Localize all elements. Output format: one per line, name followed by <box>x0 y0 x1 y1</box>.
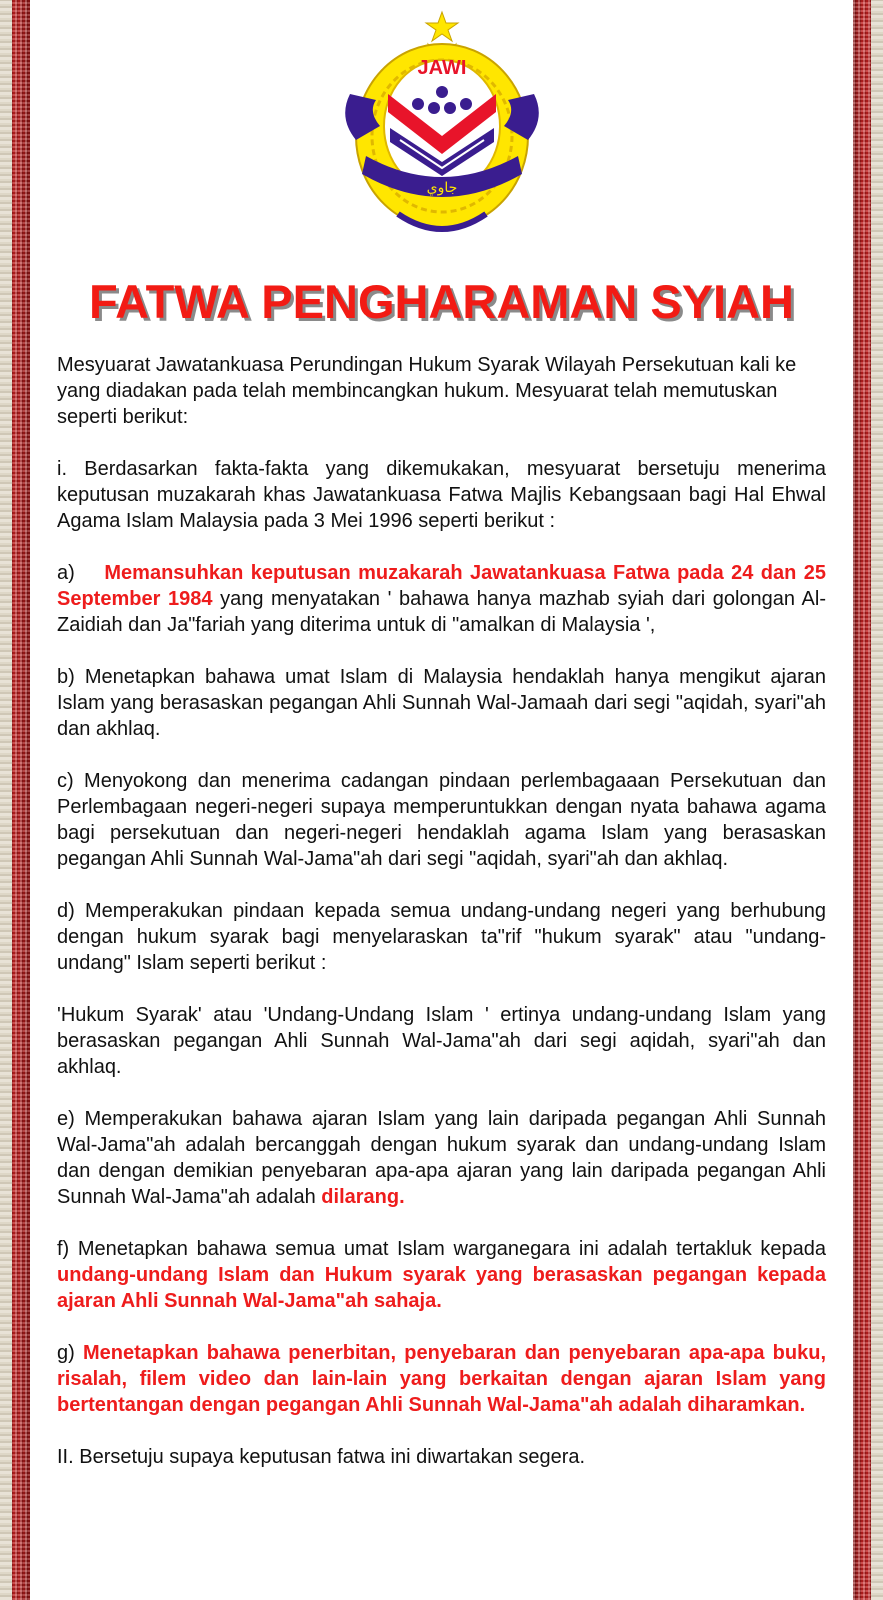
right-decorative-border <box>853 0 883 1600</box>
document-page <box>30 0 853 1600</box>
jawi-logo <box>336 8 548 248</box>
logo-arabic-text: جاوي <box>426 180 458 196</box>
paragraph-a <box>57 560 826 638</box>
star-icon <box>426 12 458 41</box>
paragraph-f <box>57 1236 826 1314</box>
paragraph-g <box>57 1340 826 1418</box>
left-decorative-border <box>0 0 30 1600</box>
paragraph-d: d) Memperakukan pindaan kepada semua undang-undang negeri yang berhubung dengan hukum syarak bagi menyelaraskan ta"rif "hukum syarak" atau "undang-undang" Islam seperti berikut : <box>57 900 826 974</box>
paragraph-f-highlight: undang-undang Islam dan Hukum syarak yang berasaskan pegangan kepada ajaran Ahli Sunnah Wal-Jama"ah sahaja. <box>57 1264 826 1312</box>
paragraph-a-label: a) <box>57 562 75 584</box>
page-title: FATWA PENGHARAMAN SYIAH <box>89 275 794 328</box>
paragraph-a-text: yang menyatakan ' bahawa hanya mazhab syiah dari golongan Al-Zaidiah dan Ja"fariah yang diterima untuk di "amalkan di Malaysia ', <box>57 588 826 636</box>
paragraph-b: b) Menetapkan bahawa umat Islam di Malaysia hendaklah hanya mengikut ajaran Islam yang berasaskan pegangan Ahli Sunnah Wal-Jamaah dari segi "aqidah, syari"ah dan akhlaq. <box>57 666 826 740</box>
paragraph-f-text: f) Menetapkan bahawa semua umat Islam warganegara ini adalah tertakluk kepada <box>57 1238 826 1260</box>
paragraph-i: i. Berdasarkan fakta-fakta yang dikemukakan, mesyuarat bersetuju menerima keputusan muzakarah khas Jawatankuasa Fatwa Majlis Kebangsaan bagi Hal Ehwal Agama Islam Malaysia pada 3 Mei 1996 seperti berikut : <box>57 458 826 532</box>
paragraph-g-label: g) <box>57 1342 83 1364</box>
paragraph-c: c) Menyokong dan menerima cadangan pindaan perlembagaaan Persekutuan dan Perlembagaan negeri-negeri supaya memperuntukkan dengan nyata bahawa agama bagi persekutuan dan negeri-negeri hendaklah agama Islam yang berasaskan pegangan Ahli Sunnah Wal-Jama"ah dari segi "aqidah, syari"ah dan akhlaq. <box>57 770 826 870</box>
paragraph-e-text: e) Memperakukan bahawa ajaran Islam yang lain daripada pegangan Ahli Sunnah Wal-Jama"ah adalah bercanggah dengan hukum syarak dan undang-undang Islam dan dengan demikian penyebaran apa-apa ajaran yang lain daripada pegangan Ahli Sunnah Wal-Jama"ah adalah <box>57 1108 826 1208</box>
logo-acronym: JAWI <box>417 57 467 79</box>
paragraph-e <box>57 1106 826 1210</box>
definition-paragraph: 'Hukum Syarak' atau 'Undang-Undang Islam ' ertinya undang-undang Islam yang berasaskan pegangan Ahli Sunnah Wal-Jama"ah dari segi aqidah, syari"ah dan akhlaq. <box>57 1004 826 1078</box>
paragraph-g-highlight: Menetapkan bahawa penerbitan, penyebaran dan penyebaran apa-apa buku, risalah, filem video dan lain-lain yang berkaitan dengan ajaran Islam yang bertentangan dengan pegangan Ahli Sunnah Wal-Jama"ah adalah diharamkan. <box>57 1342 826 1416</box>
fatwa-body <box>57 352 826 1496</box>
intro-paragraph: Mesyuarat Jawatankuasa Perundingan Hukum Syarak Wilayah Persekutuan kali ke yang diadakan pada telah membincangkan hukum. Mesyuarat telah memutuskan seperti berikut: <box>57 354 797 428</box>
paragraph-e-highlight: dilarang. <box>321 1186 405 1208</box>
paragraph-ii: II. Bersetuju supaya keputusan fatwa ini diwartakan segera. <box>57 1446 586 1468</box>
paragraph-a-highlight: Memansuhkan keputusan muzakarah Jawatankuasa Fatwa pada 24 dan 25 September 1984 <box>57 562 826 610</box>
